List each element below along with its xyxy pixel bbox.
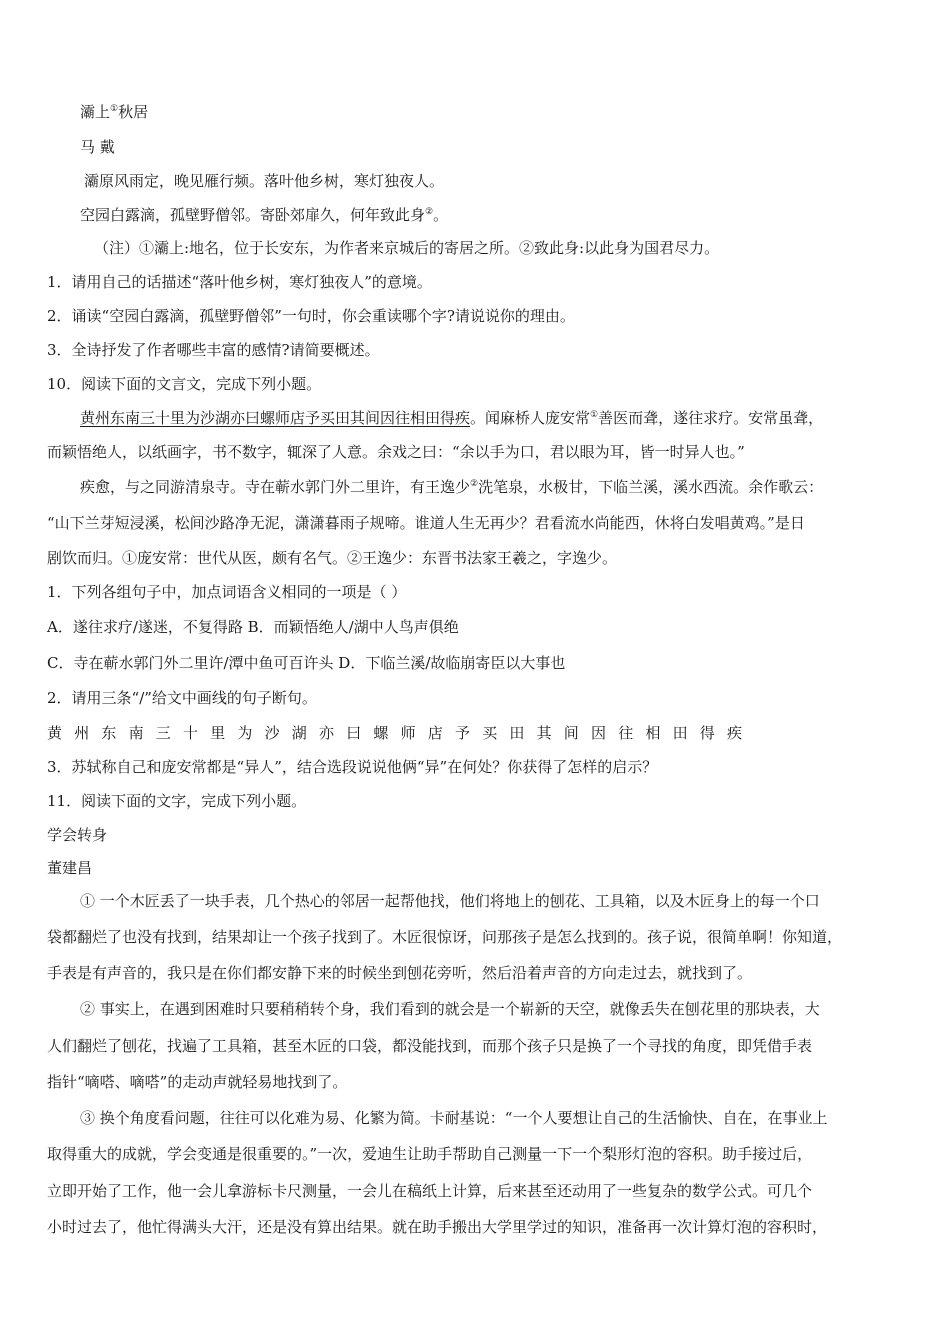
poem-line-2: 空园白露滴，孤壁野僧邻。寄卧郊扉久，何年致此身②。 bbox=[80, 206, 449, 224]
q10-passage-p2-line3: 剧饮而归。①庞安常：世代从医，颇有名气。②王逸少：东晋书法家王羲之，字逸少。 bbox=[47, 549, 618, 567]
underlined-sentence: 黄州东南三十里为沙湖亦曰螺师店予买田其间因往相田得疾 bbox=[80, 409, 471, 427]
poem-question-1: 1．请用自己的话描述“落叶他乡树，寒灯独夜人”的意境。 bbox=[47, 273, 432, 291]
q10-passage-p1-line2: 而颖悟绝人，以纸画字，书不数字，辄深了人意。余戏之曰：“余以手为口，君以眼为耳，皆一时异人也。” bbox=[47, 443, 745, 461]
q10-heading: 10．阅读下面的文言文，完成下列小题。 bbox=[47, 375, 322, 393]
q10-sentence-to-punctuate: 黄州东南三十里为沙湖亦曰螺师店予买田其间因往相田得疾 bbox=[47, 724, 755, 742]
article-p3-line4: 小时过去了，他忙得满头大汗，还是没有算出结果。就在助手搬出大学里学过的知识，准备再一次计算灯泡的容积时， bbox=[47, 1218, 828, 1236]
article-p3-line1: ③ 换个角度看问题，往往可以化难为易、化繁为简。卡耐基说：“一个人要想让自己的生活愉快、自在，在事业上 bbox=[80, 1109, 828, 1127]
q10-sub-question-1: 1．下列各组句子中，加点词语含义相同的一项是（ ） bbox=[47, 583, 407, 601]
poem-note: （注）①灞上:地名，位于长安东，为作者来京城后的寄居之所。②致此身:以此身为国君尽力。 bbox=[94, 239, 720, 257]
poem-author: 马 戴 bbox=[80, 138, 115, 156]
article-title: 学会转身 bbox=[47, 826, 108, 844]
poem-title: 灞上①秋居 bbox=[80, 103, 149, 121]
poem-question-2: 2．诵读“空园白露滴，孤壁野僧邻”一句时，你会重读哪个字?请说说你的理由。 bbox=[47, 307, 575, 325]
article-p1-line3: 手表是有声音的，我只是在你们都安静下来的时候坐到刨花旁听，然后沿着声音的方向走过去，就找到了。 bbox=[47, 964, 753, 982]
article-p2-line1: ② 事实上，在遇到困难时只要稍稍转个身，我们看到的就会是一个崭新的天空，就像丢失在刨花里的那块表，大 bbox=[80, 1000, 820, 1018]
article-p1-line2: 袋都翻烂了也没有找到，结果却让一个孩子找到了。木匠很惊讶，问那孩子是怎么找到的。孩子说，很简单啊！你知道， bbox=[47, 928, 843, 946]
q10-sub-question-2: 2．请用三条“/”给文中画线的句子断句。 bbox=[47, 689, 317, 707]
q10-passage-p1-line1: 黄州东南三十里为沙湖亦曰螺师店予买田其间因往相田得疾。闻麻桥人庞安常①善医而聋，遂往求疗。安常虽聋， bbox=[80, 409, 824, 427]
q10-sub-question-3: 3．苏轼称自己和庞安常都是“异人”，结合选段说说他俩“异”在何处？你获得了怎样的启示？ bbox=[47, 758, 658, 776]
q10-options-ab: A．遂往求疗/遂迷，不复得路 B．而颖悟绝人/湖中人鸟声俱绝 bbox=[47, 618, 459, 636]
q10-passage-p2-line1: 疾愈，与之同游清泉寺。寺在蕲水郭门外二里许，有王逸少②洗笔泉，水极甘，下临兰溪，溪水西流。余作歌云： bbox=[80, 478, 824, 496]
article-p3-line2: 取得重大的成就，学会变通是很重要的。”一次，爱迪生让助手帮助自己测量一下一个梨形灯泡的容积。助手接过后， bbox=[47, 1145, 813, 1163]
poem-line-1: 灞原风雨定，晚见雁行频。落叶他乡树，寒灯独夜人。 bbox=[84, 172, 445, 190]
article-p1-line1: ① 一个木匠丢了一块手表，几个热心的邻居一起帮他找，他们将地上的刨花、工具箱，以及木匠身上的每一个口 bbox=[80, 892, 820, 910]
q11-heading: 11．阅读下面的文字，完成下列小题。 bbox=[47, 792, 307, 810]
article-p2-line2: 人们翻烂了刨花，找遍了工具箱，甚至木匠的口袋，都没能找到，而那个孩子只是换了一个寻找的角度，即凭借手表 bbox=[47, 1037, 813, 1055]
article-p2-line3: 指针“嘀嗒、嘀嗒”的走动声就轻易地找到了。 bbox=[47, 1073, 348, 1091]
article-author: 董建昌 bbox=[47, 859, 93, 877]
q10-passage-p2-line2: “山下兰芽短浸溪，松间沙路净无泥，潇潇暮雨子规啼。谁道人生无再少？君看流水尚能西，休将白发唱黄鸡。”是日 bbox=[47, 514, 805, 532]
poem-question-3: 3．全诗抒发了作者哪些丰富的感情?请简要概述。 bbox=[47, 341, 380, 359]
article-p3-line3: 立即开始了工作，他一会儿拿游标卡尺测量，一会儿在稿纸上计算，后来甚至还动用了一些复杂的数学公式。可几个 bbox=[47, 1182, 813, 1200]
q10-options-cd: C．寺在蕲水郭门外二里许/潭中鱼可百许头 D．下临兰溪/故临崩寄臣以大事也 bbox=[47, 654, 566, 672]
